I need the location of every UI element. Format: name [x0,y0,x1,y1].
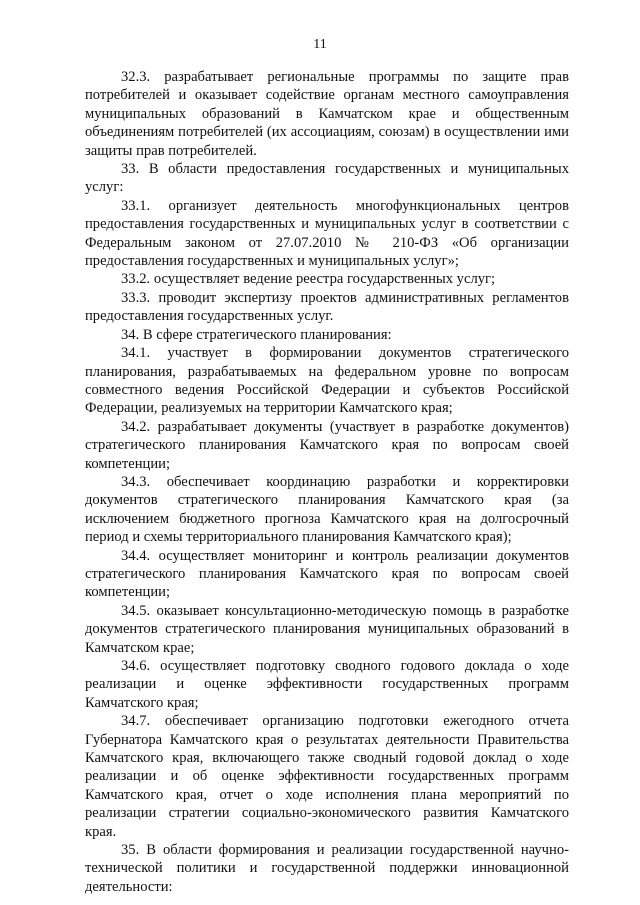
paragraph-33-1: 33.1. организует деятельность многофункциональных центров предоставления государственных и муниципальных услуг в соответствии с Федеральным законом от 27.07.2010 № 210-ФЗ «Об организации предоставления государственных и муниципальных услуг»; [85,197,569,270]
paragraph-34-5: 34.5. оказывает консультационно-методическую помощь в разработке документов стратегического планирования муниципальных образований в Камчатском крае; [85,602,569,656]
paragraph-32-3: 32.3. разрабатывает региональные программы по защите прав потребителей и оказывает содействие органам местного самоуправления муниципальных образований в Камчатском крае и общественным объединениям потребителей (их ассоциациям, союзам) в осуществлении ими защиты прав потребителей. [85,69,569,159]
page-number: 11 [313,37,327,52]
paragraph-34-2: 34.2. разрабатывает документы (участвует в разработке документов) стратегического планирования Камчатского края по вопросам своей компетенции; [85,418,569,472]
paragraph-35: 35. В области формирования и реализации государственной научно-технической политики и государственной поддержки инновационной деятельности: [85,842,569,895]
paragraph-34-7: 34.7. обеспечивает организацию подготовки ежегодного отчета Губернатора Камчатского края о результатах деятельности Правительства Камчатского края, включающего также сводный годовой доклад о ходе реализации и об оценке эффективности государственных программ Камчатского края, отчет о ходе исполнения плана мероприятий по реализации стратегии социально-экономического развития Камчатского края. [85,713,569,840]
paragraph-34-3: 34.3. обеспечивает координацию разработки и корректировки документов стратегического планирования Камчатского края (за исключением бюджетного прогноза Камчатского края на долгосрочный период и схемы территориального планирования Камчатского края); [85,473,569,546]
paragraph-34-1: 34.1. участвует в формировании документов стратегического планирования, разрабатываемых на федеральном уровне по вопросам совместного ведения Российской Федерации и субъектов Российской Федерации, реализуемых на территории Камчатского края; [85,345,569,417]
document-body [85,68,569,896]
paragraph-33-3: 33.3. проводит экспертизу проектов административных регламентов предоставления государственных услуг. [85,289,569,325]
paragraph-34: 34. В сфере стратегического планирования: [121,326,392,343]
paragraph-34-6: 34.6. осуществляет подготовку сводного годового доклада о ходе реализации и оценке эффективности государственных программ Камчатского края; [85,658,569,711]
paragraph-33: 33. В области предоставления государственных и муниципальных услуг: [85,161,569,196]
paragraph-34-4: 34.4. осуществляет мониторинг и контроль реализации документов стратегического планирования Камчатского края по вопросам своей компетенции; [85,547,569,601]
paragraph-33-2: 33.2. осуществляет ведение реестра государственных услуг; [121,271,496,288]
